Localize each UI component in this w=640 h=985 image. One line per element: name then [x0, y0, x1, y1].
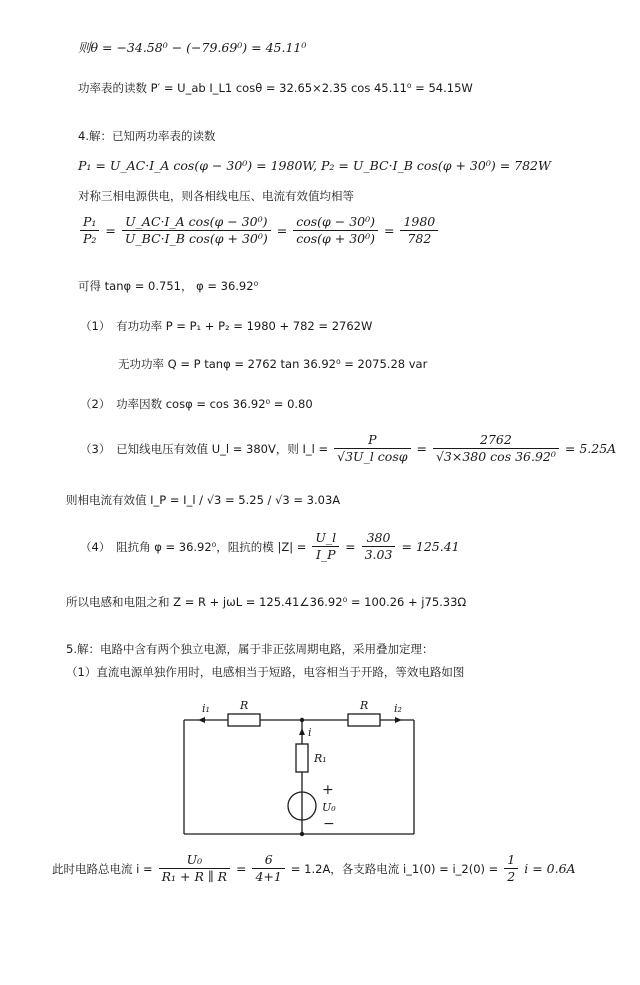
- node-top: [300, 718, 304, 722]
- label-minus: −: [323, 816, 335, 832]
- label-r-right: R: [360, 699, 369, 712]
- label-r-left: R: [240, 699, 249, 712]
- line-current-fraction-2: $\frac{2762}{\text{√3×380 cos 36.92⁰}}$: [433, 432, 559, 465]
- label-i2: i₂: [394, 702, 402, 715]
- ratio-lhs-fraction: $\frac{\text{P₁}}{\text{P₂}}$: [80, 214, 99, 247]
- active-power-line: （1） 有功功率 P = P₁ + P₂ = 1980 + 782 = 2762W: [80, 319, 373, 333]
- arrow-i1: [198, 717, 205, 723]
- resistor-r1: [296, 744, 308, 772]
- total-current-fraction-1: $\frac{\text{U₀}}{\text{R₁ + R ∥ R}}$: [159, 852, 230, 885]
- problem-4-heading: 4.解：已知两功率表的读数: [78, 129, 216, 143]
- impedance-fraction-2: $\frac{380}{3.03}$: [362, 530, 396, 563]
- line-current-equation: （3） 已知线电压有效值 U_l = 380V，则 I_l = $\frac{P}{\text{√3U\_l cosφ}}$ = $\frac{2762}{\text{√3×380 cos 36.92⁰}}$ = 5.25A: [80, 432, 617, 464]
- resistor-right: [348, 714, 380, 726]
- label-u0: U₀: [322, 801, 336, 814]
- equivalent-circuit-diagram: [170, 698, 430, 848]
- wattmeter-reading-line: [78, 80, 473, 96]
- problem-5-heading: 5.解：电路中含有两个独立电源，属于非正弦周期电路，采用叠加定理：: [66, 642, 434, 656]
- theta-result-line: 则θ = −34.58⁰ − (−79.69⁰) = 45.11⁰: [78, 40, 307, 55]
- ratio-value-fraction: $\frac{1980}{782}$: [400, 214, 438, 247]
- dc-source-note: （1）直流电源单独作用时，电感相当于短路，电容相当于开路，等效电路如图: [66, 665, 465, 679]
- label-plus: +: [322, 782, 334, 798]
- impedance-equation: （4） 阻抗角 φ = 36.92⁰，阻抗的模 |Z| = $\frac{U\_l}{I\_P}$ = $\frac{380}{3.03}$ = 125.41: [80, 530, 460, 562]
- reactive-power-line: 无功功率 Q = P tanφ = 2762 tan 36.92⁰ = 2075.28 var: [118, 357, 428, 371]
- impedance-fraction-1: $\frac{U\_l}{I\_P}$: [312, 530, 339, 563]
- power-ratio-equation: $\frac{\text{P₁}}{\text{P₂}}$ = $\frac{\text{U\_AC·I\_A cos(φ − 30⁰)}}{\text{U\_BC·I\_B cos(φ + 30⁰)}}$ = $\frac{\text{cos(φ − 30⁰)}}{\text{cos(φ + 30⁰)}}$ = $\frac{1980}{782}$: [78, 214, 440, 247]
- arrow-i: [299, 728, 305, 735]
- label-i: i: [308, 726, 312, 739]
- symmetric-supply-note: 对称三相电源供电，则各相线电压、电流有效值均相等: [78, 189, 354, 203]
- tan-phi-line: 可得 tanφ = 0.751， φ = 36.92⁰: [78, 279, 259, 293]
- total-current-equation: 此时电路总电流 i = $\frac{\text{U₀}}{\text{R₁ + R ∥ R}}$ = $\frac{6}{4+1}$ = 1.2A，各支路电流 i_1(0) = i_2(0) = $\frac{1}{2}$ i = 0.6A: [52, 852, 576, 884]
- arrow-i2: [395, 717, 402, 723]
- ratio-mid-fraction: $\frac{\text{U\_AC·I\_A cos(φ − 30⁰)}}{\text{U\_BC·I\_B cos(φ + 30⁰)}}$: [122, 214, 271, 247]
- impedance-sum-line: 所以电感和电阻之和 Z = R + jωL = 125.41∠36.92⁰ = 100.26 + j75.33Ω: [66, 595, 467, 609]
- branch-current-fraction: $\frac{1}{2}$: [504, 852, 518, 885]
- resistor-left: [228, 714, 260, 726]
- phase-current-line: 则相电流有效值 I_P = I_l / √3 = 5.25 / √3 = 3.03A: [66, 493, 341, 507]
- node-bottom: [300, 832, 304, 836]
- ratio-cos-fraction: $\frac{\text{cos(φ − 30⁰)}}{\text{cos(φ + 30⁰)}}$: [293, 214, 378, 247]
- power-factor-line: （2） 功率因数 cosφ = cos 36.92⁰ = 0.80: [80, 397, 313, 411]
- wattmeter-reading-text: 功率表的读数 P′ = U_ab I_L1 cosθ = 32.65×2.35 cos 45.11⁰ = 54.15W: [78, 81, 473, 95]
- two-wattmeter-equations: P₁ = U_AC·I_A cos(φ − 30⁰) = 1980W, P₂ = U_BC·I_B cos(φ + 30⁰) = 782W: [78, 158, 551, 173]
- label-r1: R₁: [314, 752, 327, 765]
- total-current-fraction-2: $\frac{6}{4+1}$: [252, 852, 284, 885]
- line-current-fraction-1: $\frac{P}{\text{√3U\_l cosφ}}$: [334, 432, 410, 465]
- label-i1: i₁: [202, 702, 210, 715]
